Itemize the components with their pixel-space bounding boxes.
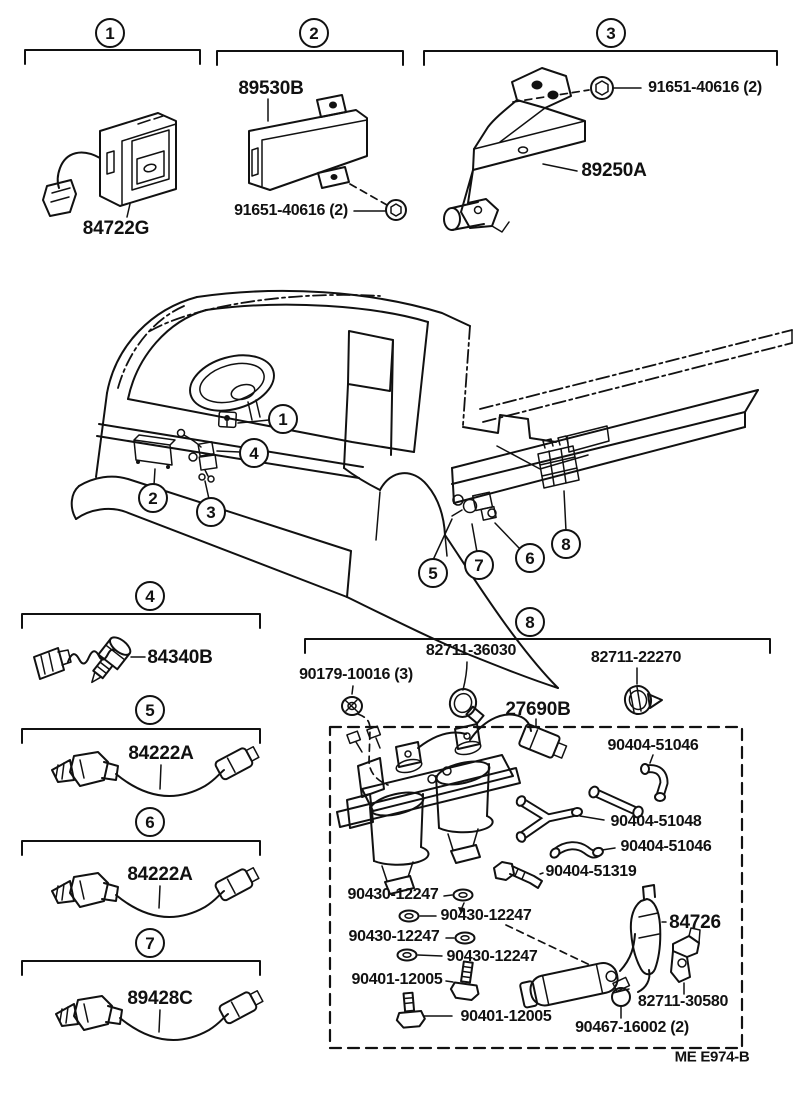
part-label-89250a: 89250A — [581, 160, 647, 181]
truck-callout-6: 6 — [515, 543, 545, 573]
part-label-89530b: 89530B — [238, 78, 304, 99]
part-label-84222a-s6: 84222A — [127, 864, 193, 885]
section-5-callout: 5 — [135, 695, 165, 725]
hose-clamp-b-drawing — [622, 668, 662, 716]
section-8-callout: 8 — [515, 607, 545, 637]
truck-part-2 — [134, 435, 175, 469]
part-label-84726: 84726 — [669, 912, 721, 933]
truck-callout-3: 3 — [196, 497, 226, 527]
fuel-pump-drawing — [519, 934, 635, 1010]
hose-clamp-a-drawing — [446, 662, 483, 723]
section-3-callout: 3 — [596, 18, 626, 48]
clip-82711-30580-drawing — [671, 928, 700, 994]
hose-elbow-a-drawing — [641, 755, 665, 801]
part-label-washer-2: 90430-12247 — [440, 907, 532, 924]
section-1-callout: 1 — [95, 18, 125, 48]
part-label-nut-s2: 91651-40616 (2) — [234, 202, 348, 219]
hose-tee-drawing — [515, 795, 604, 844]
switch-84340b-drawing — [34, 634, 145, 690]
part-label-bolt-1: 90401-12005 — [351, 971, 443, 988]
part-label-grommet: 90179-10016 (3) — [299, 666, 413, 683]
section-7-callout: 7 — [135, 928, 165, 958]
part-label-clamp-a: 82711-36030 — [425, 642, 517, 659]
fuel-sender-84726-drawing — [631, 885, 666, 992]
part-label-bolt-2: 90401-12005 — [460, 1008, 552, 1025]
truck-callout-2: 2 — [138, 483, 168, 513]
part-label-clip: 82711-30580 — [637, 993, 729, 1010]
part-label-washer-3: 90430-12247 — [348, 928, 440, 945]
section-6-callout: 6 — [135, 807, 165, 837]
part-label-hose-elbow-b: 90404-51046 — [620, 838, 712, 855]
section-4-callout: 4 — [135, 581, 165, 611]
part-label-84340b: 84340B — [147, 647, 213, 668]
truck-callout-8: 8 — [551, 529, 581, 559]
figure-code: ME E974-B — [674, 1048, 750, 1066]
part-label-washer-4: 90430-12247 — [446, 948, 538, 965]
part-label-washer-1: 90430-12247 — [347, 886, 439, 903]
truck-callout-7: 7 — [464, 550, 494, 580]
part-label-clamp-c: 90467-16002 (2) — [575, 1019, 689, 1036]
truck-parts-5-6-7 — [452, 492, 496, 520]
part-label-hose-connector: 90404-51319 — [545, 863, 637, 880]
part-label-bolt-s3: 91651-40616 (2) — [648, 79, 762, 96]
truck-callout-4: 4 — [239, 438, 269, 468]
part-label-clamp-b: 82711-22270 — [590, 649, 682, 666]
part-label-27690b: 27690B — [505, 699, 571, 720]
truck-part-3 — [189, 453, 217, 482]
part-label-89428c: 89428C — [127, 988, 193, 1009]
switch-84722g-drawing — [43, 113, 176, 217]
bracket-89250a-drawing — [444, 68, 641, 232]
truck-drawing — [72, 291, 792, 688]
part-label-84722g: 84722G — [82, 218, 150, 239]
bolt-1-drawing — [446, 960, 483, 1001]
truck-callout-1: 1 — [268, 404, 298, 434]
wire-clamp-c-drawing — [612, 977, 630, 1018]
part-label-84222a-s5: 84222A — [128, 743, 194, 764]
part-label-hose-elbow-a: 90404-51046 — [607, 737, 699, 754]
truck-callout-5: 5 — [418, 558, 448, 588]
bolt-2-drawing — [395, 992, 452, 1028]
hose-connector-drawing — [494, 862, 543, 888]
hose-elbow-b-drawing — [549, 846, 615, 860]
section-2-callout: 2 — [299, 18, 329, 48]
part-label-hose-tee: 90404-51048 — [610, 813, 702, 830]
